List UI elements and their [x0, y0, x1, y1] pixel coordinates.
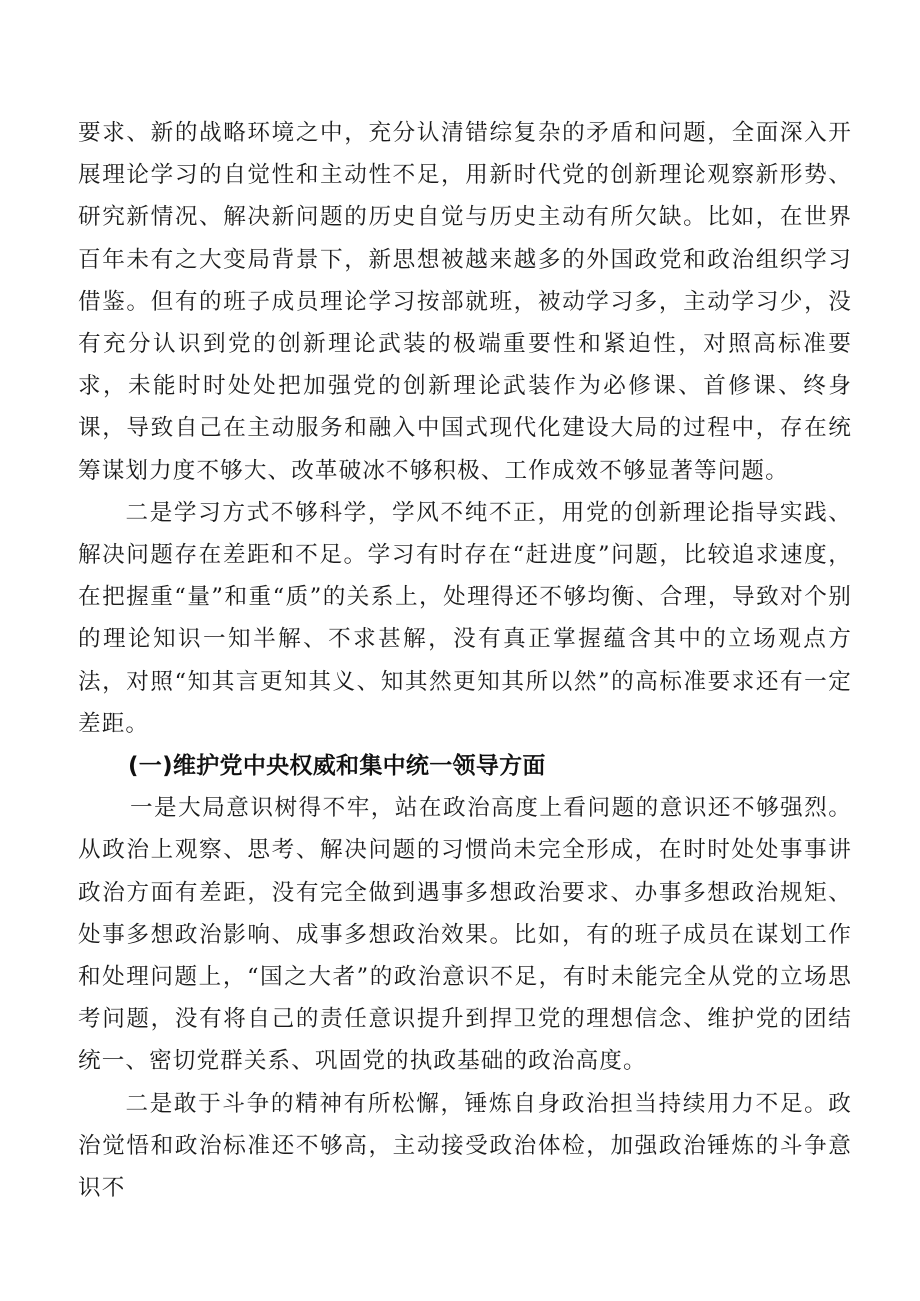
body-paragraph-overall-awareness: 一是大局意识树得不牢，站在政治高度上看问题的意识还不够强烈。从政治上观察、思考、解决问题的习惯尚未完全形成，在时时处处事事讲政治方面有差距，没有完全做到遇事多想政治要求、办事多想政治规矩、处事多想政治影响、成事多想政治效果。比如，有的班子成员在谋划工作和处理问题上，“国之大者”的政治意识不足，有时未能完全从党的立场思考问题，没有将自己的责任意识提升到捍卫党的理想信念、维护党的团结统一、密切党群关系、巩固党的执政基础的政治高度。	[78, 795, 852, 1075]
body-paragraph-continued: 要求、新的战略环境之中，充分认清错综复杂的矛盾和问题，全面深入开展理论学习的自觉性和主动性不足，用新时代党的创新理论观察新形势、研究新情况、解决新问题的历史自觉与历史主动有所欠缺。比如，在世界百年未有之大变局背景下，新思想被越来越多的外国政党和政治组织学习借鉴。但有的班子成员理论学习按部就班，被动学习多，主动学习少，没有充分认识到党的创新理论武装的极端重要性和紧迫性，对照高标准要求，未能时时处处把加强党的创新理论武装作为必修课、首修课、终身课，导致自己在主动服务和融入中国式现代化建设大局的过程中，存在统筹谋划力度不够大、改革破冰不够积极、工作成效不够显著等问题。	[78, 120, 852, 484]
body-paragraph-study-method: 二是学习方式不够科学，学风不纯不正，用党的创新理论指导实践、解决问题存在差距和不足。学习有时存在“赶进度”问题，比较追求速度，在把握重“量”和重“质”的关系上，处理得还不够均衡、合理，导致对个别的理论知识一知半解、不求甚解，没有真正掌握蕴含其中的立场观点方法，对照“知其言更知其义、知其然更知其所以然”的高标准要求还有一定差距。	[78, 499, 852, 737]
section-heading: (一)维护党中央权威和集中统一领导方面	[128, 753, 546, 780]
body-paragraph-struggle-spirit: 二是敢于斗争的精神有所松懈，锤炼自身政治担当持续用力不足。政治觉悟和政治标准还不够高，主动接受政治体检，加强政治锤炼的斗争意识不	[78, 1090, 852, 1202]
document-page	[78, 112, 852, 1209]
